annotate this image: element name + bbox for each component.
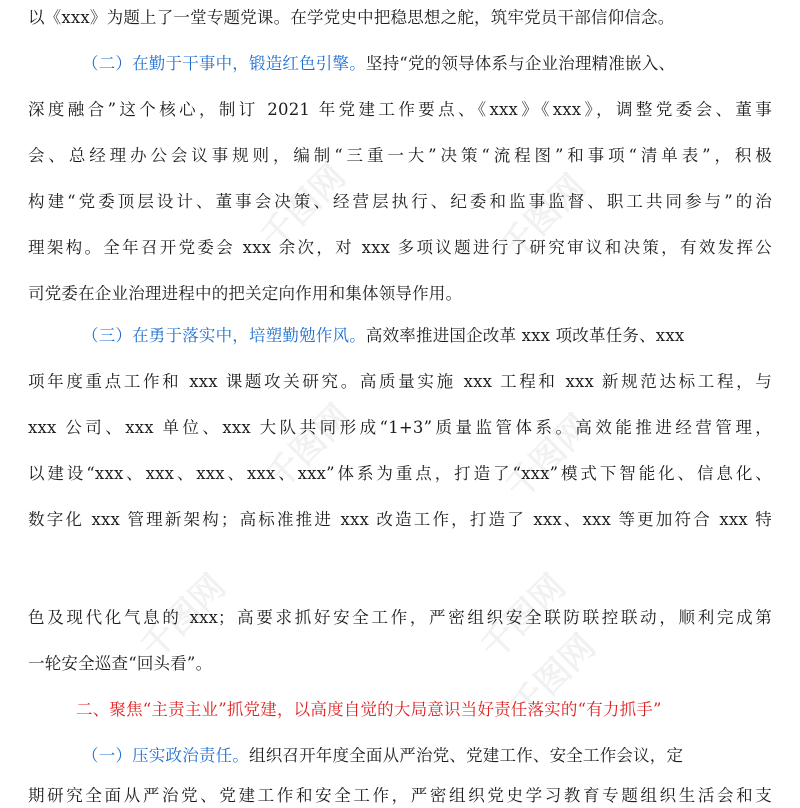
chapter-heading: 二、聚焦“主责主业”抓党建，以高度自觉的大局意识当好责任落实的“有力抓手”	[76, 700, 662, 719]
text-line	[28, 784, 772, 808]
text-line	[82, 52, 772, 76]
body-text: 一轮安全巡查“回头看”。	[28, 654, 213, 673]
text-line	[28, 370, 772, 394]
section-heading: （三）在勇于落实中，培塑勤勉作风。	[82, 326, 366, 345]
section-heading: （一）压实政治责任。	[82, 746, 249, 765]
body-text: 以《xxx》为题上了一堂专题党课。在学党史中把稳思想之舵，筑牢党员干部信仰信念。	[28, 8, 675, 27]
text-line	[28, 652, 772, 676]
body-text: 数字化 xxx 管理新架构；高标准推进 xxx 改造工作，打造了 xxx、xxx 等更加符合 xxx 特	[28, 510, 772, 529]
watermark: 千图网	[133, 566, 234, 668]
body-text: 坚持“党的领导体系与企业治理精准嵌入、	[365, 54, 676, 73]
text-line	[28, 282, 772, 306]
body-text: 期研究全面从严治党、党建工作和安全工作，严密组织党史学习教育专题组织生活会和支	[28, 786, 772, 805]
body-text: 组织召开年度全面从严治党、党建工作、安全工作会议，定	[249, 746, 684, 765]
body-text: 司党委在企业治理进程中的把关定向作用和集体领导作用。	[28, 284, 463, 303]
watermark: 千图网	[498, 406, 599, 508]
body-text: 深度融合”这个核心，制订 2021 年党建工作要点、《xxx》《xxx》，调整党委会、董事	[28, 100, 772, 119]
text-line	[28, 462, 772, 486]
text-line	[76, 698, 772, 722]
watermark: 千图网	[258, 396, 359, 498]
text-line	[28, 606, 772, 630]
body-text: 以建设“xxx、xxx、xxx、xxx、xxx”体系为重点，打造了“xxx”模式下智能化、信息化、	[28, 464, 772, 483]
watermark: 千图网	[473, 566, 574, 668]
section-heading: （二）在勤于干事中，锻造红色引擎。	[82, 54, 366, 73]
body-text: 理架构。全年召开党委会 xxx 余次，对 xxx 多项议题进行了研究审议和决策，有效发挥公	[28, 238, 772, 257]
text-line	[28, 508, 772, 532]
body-text: 会、总经理办公会议事规则，编制“三重一大”决策“流程图”和事项“清单表”，积极	[28, 146, 772, 165]
watermark: 千图网	[253, 156, 354, 258]
body-text: xxx 公司、xxx 单位、xxx 大队共同形成“1+3”质量监管体系。高效能推进经营管理，	[28, 418, 772, 437]
text-line	[82, 324, 772, 348]
text-line	[28, 190, 772, 214]
text-line	[82, 744, 772, 768]
text-line	[28, 236, 772, 260]
body-text: 色及现代化气息的 xxx；高要求抓好安全工作，严密组织安全联防联控联动，顺利完成第	[28, 608, 772, 627]
body-text: 高效率推进国企改革 xxx 项改革任务、xxx	[365, 326, 685, 345]
text-line	[28, 6, 772, 30]
text-line	[28, 144, 772, 168]
body-text: 构建“党委顶层设计、董事会决策、经营层执行、纪委和监事监督、职工共同参与”的治	[28, 192, 772, 211]
text-line	[28, 98, 772, 122]
body-text: 项年度重点工作和 xxx 课题攻关研究。高质量实施 xxx 工程和 xxx 新规范达标工程，与	[28, 372, 772, 391]
watermark: 千图网	[503, 626, 604, 728]
watermark: 千图网	[493, 166, 594, 268]
text-line	[28, 416, 772, 440]
